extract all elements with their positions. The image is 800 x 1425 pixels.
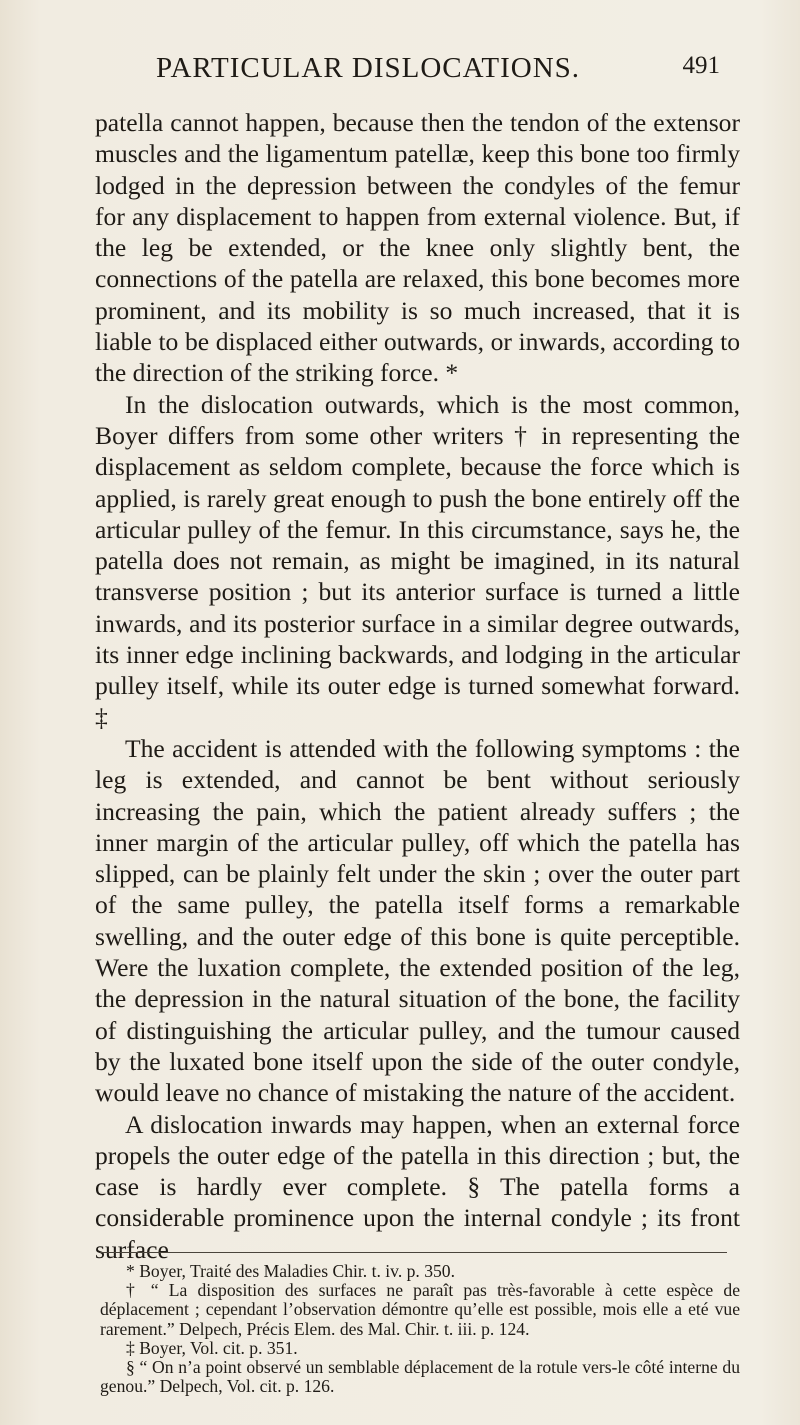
footnote: † “ La disposition des surfaces ne paraît pas très-favorable à cette espèce de déplacement ; cependant l’observation démontre qu’elle est possible, mois elle a eté vue rarement.” Delpech, Précis Elem. des Mal. Chir. t. iii. p. 124. <box>100 1280 740 1339</box>
page-header <box>100 52 720 100</box>
main-text <box>95 107 740 1265</box>
running-head: PARTICULAR DISLOCATIONS. <box>156 52 581 84</box>
footnote: ‡ Boyer, Vol. cit. p. 351. <box>126 1337 298 1358</box>
paragraph: In the dislocation outwards, which is the most common, Boyer differs from some other writers † in representing the displacement as seldom complete, because the force which is applied, is rarely great enough to push the bone entirely off the articular pulley of the femur. In this circumstance, says he, the patella does not remain, as might be imagined, in its natural transverse position ; but its anterior surface is turned a little inwards, and its posterior surface in a similar degree outwards, its inner edge inclining backwards, and lodging in the articular pulley itself, while its outer edge is turned somewhat forward. ‡ <box>95 389 740 732</box>
paragraph: A dislocation inwards may happen, when an external force propels the outer edge of the patella in this direction ; but, the case is hardly ever complete. § The patella forms a considerable prominence upon the internal condyle ; its front surface <box>95 1109 740 1264</box>
footnote-rule <box>100 1252 727 1253</box>
footnote: * Boyer, Traité des Maladies Chir. t. iv. p. 350. <box>126 1261 455 1281</box>
paragraph: The accident is attended with the following symptoms : the leg is extended, and cannot be bent without seriously increasing the pain, which the patient already suffers ; the inner margin of the articular pulley, off which the patella has slipped, can be plainly felt under the skin ; over the outer part of the same pulley, the patella itself forms a remarkable swelling, and the outer edge of this bone is quite perceptible. Were the luxation complete, the extended position of the leg, the depression in the natural situation of the bone, the facility of distinguishing the articular pulley, and the tumour caused by the luxated bone itself upon the side of the outer condyle, would leave no chance of mistaking the nature of the accident. <box>95 733 740 1108</box>
paragraph: patella cannot happen, because then the tendon of the extensor muscles and the ligamentum patellæ, keep this bone too firmly lodged in the depression between the condyles of the femur for any displacement to happen from external violence. But, if the leg be extended, or the knee only slightly bent, the connections of the patella are relaxed, this bone becomes more prominent, and its mobility is so much increased, that it is liable to be displaced either outwards, or inwards, according to the direction of the striking force. * <box>95 108 740 388</box>
footnote: § “ On n’a point observé un semblable déplacement de la rotule vers-le côté interne du genou.” Delpech, Vol. cit. p. 126. <box>100 1357 740 1397</box>
footnotes <box>100 1262 740 1396</box>
page-number: 491 <box>682 52 720 79</box>
